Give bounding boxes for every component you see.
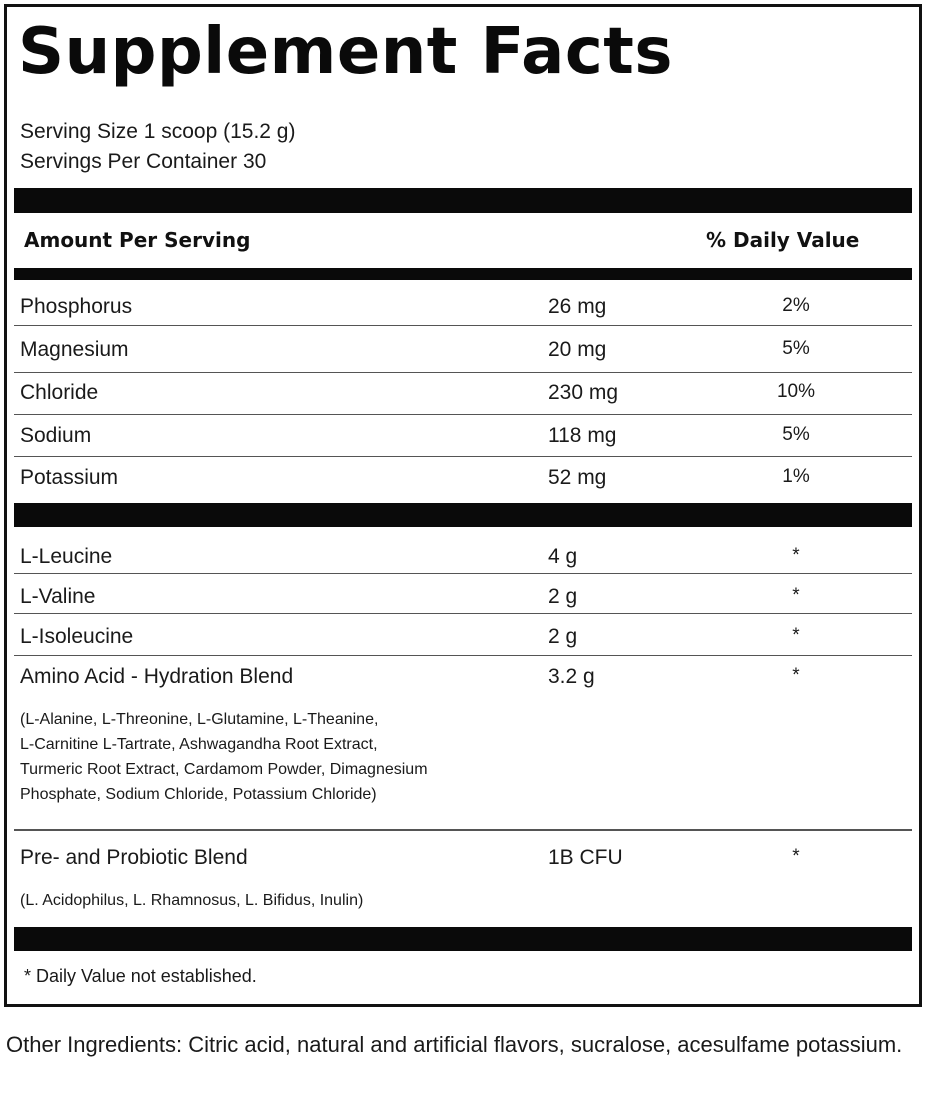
nutrient-dv: * — [792, 545, 800, 566]
blend-ingredients-line: Phosphate, Sodium Chloride, Potassium Chloride) — [20, 786, 377, 803]
serving-size: Serving Size 1 scoop (15.2 g) — [20, 120, 296, 143]
thick-divider — [14, 188, 912, 213]
thick-divider — [14, 503, 912, 527]
nutrient-amount: 26 mg — [548, 295, 607, 318]
blend-dv: * — [792, 846, 800, 867]
blend-ingredients — [20, 707, 540, 807]
nutrient-amount: 118 mg — [548, 424, 617, 447]
row-divider — [14, 613, 912, 614]
servings-per-container: Servings Per Container 30 — [20, 150, 267, 173]
blend-dv: * — [792, 665, 800, 686]
blend-ingredients-line: L-Carnitine L-Tartrate, Ashwagandha Root Extract, — [20, 736, 378, 753]
row-divider — [14, 372, 912, 373]
blend-ingredients: (L. Acidophilus, L. Rhamnosus, L. Bifidus, Inulin) — [20, 892, 364, 909]
nutrient-name: Chloride — [20, 381, 99, 404]
nutrient-amount: 4 g — [548, 545, 578, 568]
amount-per-serving-header: Amount Per Serving — [24, 228, 251, 252]
row-divider — [14, 456, 912, 457]
nutrient-dv: * — [792, 625, 800, 646]
blend-ingredients-line: (L-Alanine, L-Threonine, L-Glutamine, L-Theanine, — [20, 711, 379, 728]
blend-name: Amino Acid - Hydration Blend — [20, 665, 294, 688]
nutrient-name: Magnesium — [20, 338, 129, 361]
nutrient-name: L-Leucine — [20, 545, 113, 568]
nutrient-name: L-Valine — [20, 585, 96, 608]
row-divider — [14, 573, 912, 574]
medium-divider — [14, 268, 912, 280]
blend-amount: 1B CFU — [548, 846, 623, 869]
nutrient-name: Phosphorus — [20, 295, 133, 318]
nutrient-name: Sodium — [20, 424, 92, 447]
nutrient-dv: 2% — [782, 295, 810, 316]
row-divider — [14, 414, 912, 415]
nutrient-name: L-Isoleucine — [20, 625, 134, 648]
blend-amount: 3.2 g — [548, 665, 595, 688]
footnote: * Daily Value not established. — [24, 966, 257, 986]
blend-ingredients-line: Turmeric Root Extract, Cardamom Powder, Dimagnesium — [20, 761, 428, 778]
other-ingredients: Other Ingredients: Citric acid, natural and artificial flavors, sucralose, acesulfame potassium. — [6, 1032, 903, 1057]
nutrient-dv: 10% — [776, 381, 816, 402]
nutrient-dv: 5% — [782, 338, 810, 359]
daily-value-header: % Daily Value — [706, 228, 860, 252]
row-divider — [14, 325, 912, 326]
nutrient-name: Potassium — [20, 466, 119, 489]
thick-divider — [14, 927, 912, 951]
nutrient-dv: * — [792, 585, 800, 606]
nutrient-amount: 52 mg — [548, 466, 607, 489]
row-divider — [14, 829, 912, 831]
nutrient-amount: 230 mg — [548, 381, 619, 404]
blend-name: Pre- and Probiotic Blend — [20, 846, 248, 869]
nutrient-dv: 5% — [782, 424, 810, 445]
nutrient-amount: 20 mg — [548, 338, 607, 361]
nutrient-amount: 2 g — [548, 585, 578, 608]
nutrient-dv: 1% — [782, 466, 810, 487]
panel-title: Supplement Facts — [18, 15, 673, 89]
nutrient-amount: 2 g — [548, 625, 578, 648]
row-divider — [14, 655, 912, 656]
